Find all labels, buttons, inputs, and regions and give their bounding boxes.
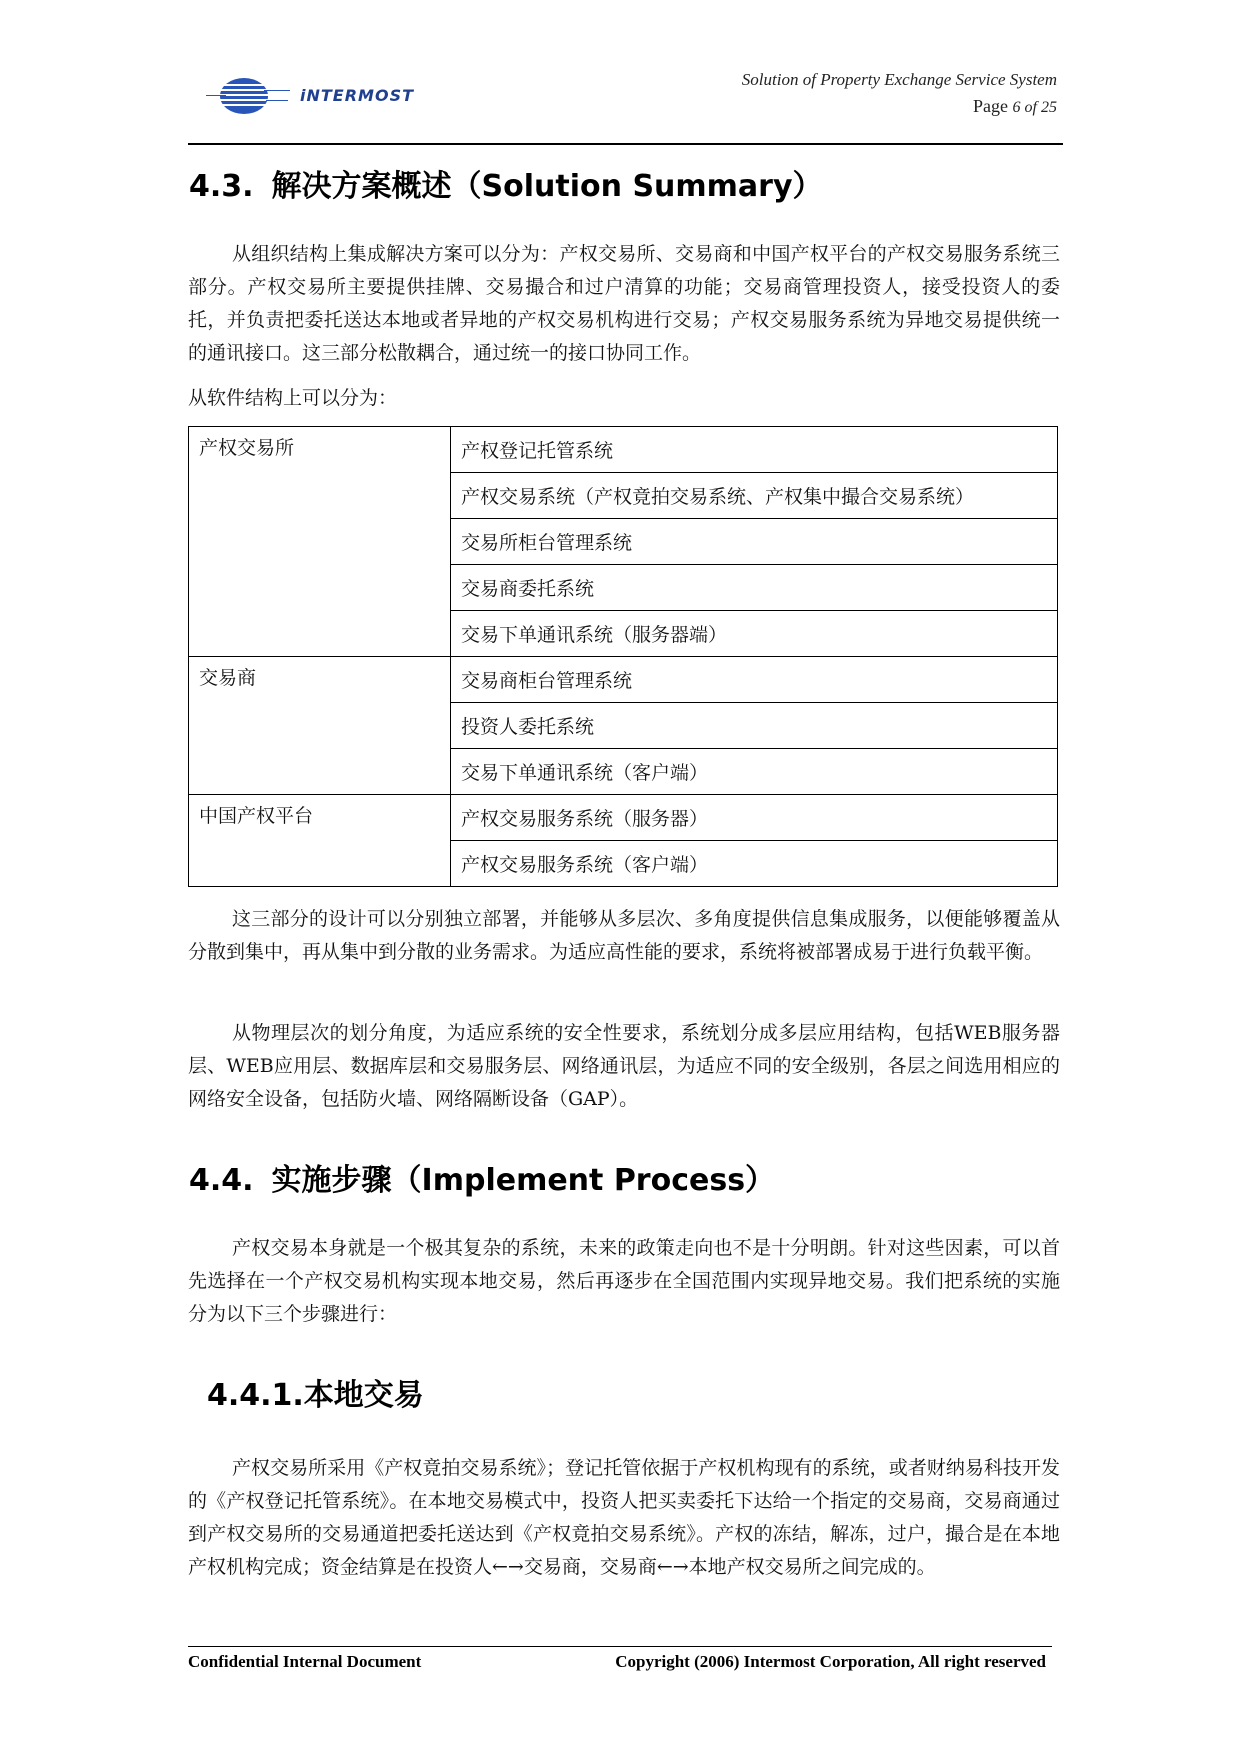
software-structure-intro: 从软件结构上可以分为： xyxy=(188,387,398,409)
system-cell: 产权交易服务系统（客户端） xyxy=(451,841,1058,887)
system-cell: 投资人委托系统 xyxy=(451,703,1058,749)
system-cell: 产权交易服务系统（服务器） xyxy=(451,795,1058,841)
system-cell: 交易下单通讯系统（客户端） xyxy=(451,749,1058,795)
section-title: 解决方案概述（Solution Summary） xyxy=(271,169,823,204)
page-indicator xyxy=(742,96,1057,117)
system-cell: 交易商柜台管理系统 xyxy=(451,657,1058,703)
table-row xyxy=(189,657,1058,703)
document-title: Solution of Property Exchange Service System xyxy=(741,70,1057,89)
section-title: 实施步骤（Implement Process） xyxy=(271,1163,776,1198)
paragraph: 产权交易本身就是一个极其复杂的系统，未来的政策走向也不是十分明朗。针对这些因素，可以首先选择在一个产权交易机构实现本地交易，然后再逐步在全国范围内实现异地交易。我们把系统的实施分为以下三个步骤进行： xyxy=(188,1237,1060,1325)
section-number: 4.4. xyxy=(189,1163,254,1198)
group-cell: 交易商 xyxy=(189,657,451,795)
header-divider xyxy=(188,143,1063,145)
section-4-3-heading xyxy=(189,161,823,205)
logo-text: iNTERMOST xyxy=(300,86,414,105)
section-4-4-heading xyxy=(189,1155,775,1199)
company-logo xyxy=(204,76,444,116)
group-cell: 产权交易所 xyxy=(189,427,451,657)
globe-logo-icon xyxy=(204,76,294,116)
system-cell: 交易商委托系统 xyxy=(451,565,1058,611)
software-structure-table xyxy=(188,426,1058,887)
page-number: 6 of 25 xyxy=(1012,99,1057,116)
footer-copyright: Copyright (2006) Intermost Corporation, All right reserved xyxy=(615,1652,1046,1671)
system-cell: 交易下单通讯系统（服务器端） xyxy=(451,611,1058,657)
header-info xyxy=(742,70,1057,117)
table-row xyxy=(189,795,1058,841)
section-4-4-1-heading: 4.4.1.本地交易 xyxy=(207,1378,424,1413)
system-cell: 产权登记托管系统 xyxy=(451,427,1058,473)
paragraph: 从物理层次的划分角度，为适应系统的安全性要求，系统划分成多层应用结构，包括WEB服务器层、WEB应用层、数据库层和交易服务层、网络通讯层，为适应不同的安全级别，各层之间选用相应的网络安全设备，包括防火墙、网络隔断设备（GAP）。 xyxy=(188,1022,1060,1110)
system-cell: 产权交易系统（产权竟拍交易系统、产权集中撮合交易系统） xyxy=(451,473,1058,519)
footer-divider xyxy=(188,1646,1052,1647)
paragraph: 从组织结构上集成解决方案可以分为：产权交易所、交易商和中国产权平台的产权交易服务系统三部分。产权交易所主要提供挂牌、交易撮合和过户清算的功能；交易商管理投资人，接受投资人的委托，并负责把委托送达本地或者异地的产权交易机构进行交易；产权交易服务系统为异地交易提供统一的通讯接口。这三部分松散耦合，通过统一的接口协同工作。 xyxy=(188,243,1060,364)
system-cell: 交易所柜台管理系统 xyxy=(451,519,1058,565)
paragraph: 产权交易所采用《产权竟拍交易系统》；登记托管依据于产权机构现有的系统，或者财纳易科技开发的《产权登记托管系统》。在本地交易模式中，投资人把买卖委托下达给一个指定的交易商，交易商通过到产权交易所的交易通道把委托送达到《产权竟拍交易系统》。产权的冻结，解冻，过户，撮合是在本地产权机构完成；资金结算是在投资人←→交易商，交易商←→本地产权交易所之间完成的。 xyxy=(188,1457,1060,1578)
footer-confidential: Confidential Internal Document xyxy=(188,1652,422,1671)
section-number: 4.3. xyxy=(189,169,254,204)
page-word: Page xyxy=(973,96,1009,116)
group-cell: 中国产权平台 xyxy=(189,795,451,887)
paragraph: 这三部分的设计可以分别独立部署，并能够从多层次、多角度提供信息集成服务，以便能够覆盖从分散到集中，再从集中到分散的业务需求。为适应高性能的要求，系统将被部署成易于进行负载平衡。 xyxy=(188,908,1060,963)
table-row xyxy=(189,427,1058,473)
